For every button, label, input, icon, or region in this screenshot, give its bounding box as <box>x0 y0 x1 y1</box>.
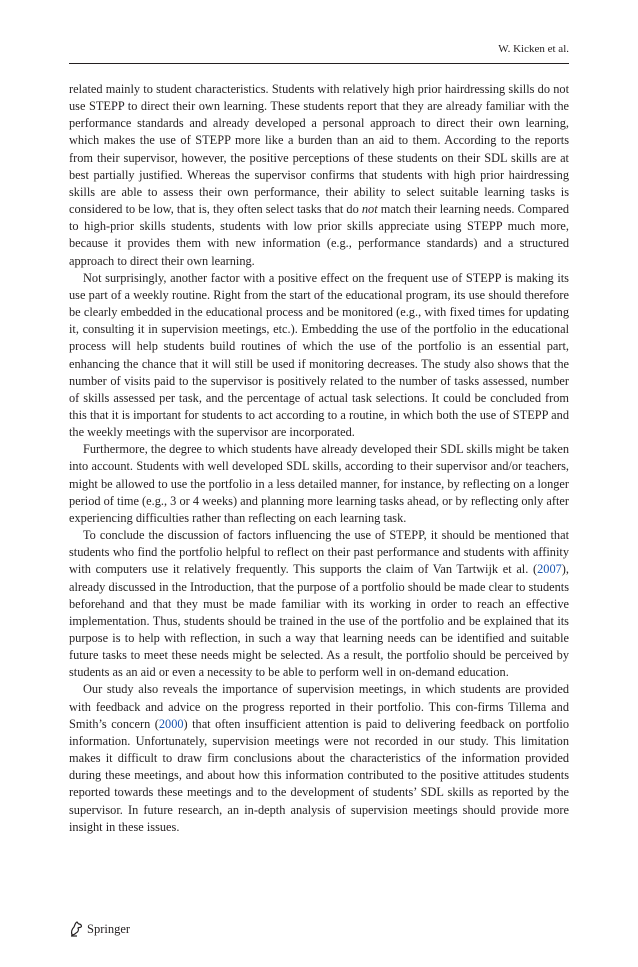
paragraph-1 <box>69 81 569 270</box>
citation-link-2007[interactable]: 2007 <box>537 562 562 577</box>
paragraph-1-text-a: related mainly to student characteristics. Students with relatively high prior hairdressing skills do not use STEPP to direct their own learning. These students report that they are already familiar with the performance standards and already developed a personal approach to direct their own learning, which makes the use of STEPP more like a burden than an aid to them. According to the reports from their supervisor, however, the positive perceptions of these students on their SDL skills are at best partially justified. Whereas the supervisor confirms that students with high prior hairdressing skills are able to assess their own performance, their ability to select suitable learning tasks is considered to be low, that is, they often select tasks that do <box>69 82 569 217</box>
running-header <box>69 41 569 64</box>
running-head-authors: W. Kicken et al. <box>498 43 569 55</box>
article-body <box>69 81 569 836</box>
paragraph-5-text-b: ) that often insufficient attention is paid to delivering feedback on portfolio information. Unfortunately, supervision meetings were not recorded in our study. This limitation makes it difficult to draw firm conclusions about the characteristics of the information provided during these meetings, and about how this information contributed to the positive attitudes students reported towards these meetings and to the development of students’ SDL skills as reported by the supervisor. In future research, an in-depth analysis of supervision meetings should provide more insight in these issues. <box>69 716 570 834</box>
paragraph-3: Furthermore, the degree to which students have already developed their SDL skills might be taken into account. Students with well developed SDL skills, according to their supervisor and/or teachers, might be allowed to use the portfolio in a less detailed manner, for instance, by reflecting on a longer period of time (e.g., 3 or 4 weeks) and planning more learning tasks ahead, or by reflecting only after experiencing difficulties rather than reflecting on each learning task. <box>69 442 569 525</box>
paragraph-2: Not surprisingly, another factor with a positive effect on the frequent use of STEPP is making its use part of a weekly routine. Right from the start of the educational program, its use should therefore be clearly embedded in the educational process and be monitored (e.g., with fixed times for updating it, consulting it in supervision meetings, etc.). Embedding the use of the portfolio in the educational process will help students build routines of which the use of the portfolio is an essential part, enhancing the chance that it will still be used if monitoring decreases. The study also shows that the number of visits paid to the supervisor is positively related to the number of tasks assessed, number of skills assessed per task, and the percentage of actual task selections. It could be concluded from this that it is important for students to act according to a routine, in which both the use of STEPP and the weekly meetings with the supervisor are incorporated. <box>69 270 569 440</box>
paragraph-4-text-a: To conclude the discussion of factors influencing the use of STEPP, it should be mentioned that students who find the portfolio helpful to reflect on their past performance and students with affinity with computers use it relatively frequently. This supports the claim of Van Tartwijk et al. ( <box>69 528 569 577</box>
paragraph-4 <box>69 527 569 681</box>
publisher-name: Springer <box>87 921 131 936</box>
paragraph-1-text-b: match their learning needs. Compared to high-prior skills students, students with low prior skills appreciate using STEPP much more, because it provides them with new information (e.g., performance standards) and a structured approach to direct their own learning. <box>69 202 569 268</box>
springer-horse-icon <box>69 921 83 937</box>
citation-link-2000[interactable]: 2000 <box>158 716 184 731</box>
paragraph-5 <box>69 681 569 835</box>
page-footer <box>69 919 130 939</box>
paragraph-5-text-a: Our study also reveals the importance of supervision meetings, in which students are provided with feedback and advice on the progress reported in their portfolio. This con-firms Tillema and Smith’s concern ( <box>69 682 569 731</box>
paragraph-4-text-b: ), already discussed in the Introduction, that the purpose of a portfolio should be made clear to students beforehand and that they must be made familiar with its working in order to reach an effective implementation. Thus, students should be trained in the use of the portfolio and be explained that its purpose is to help with reflection, in such a way that learning needs can be identified and suitable future tasks to meet these needs might be selected. As a result, the portfolio should be perceived by students as an aid or even a necessity to be able to perform well in on-demand education. <box>69 562 569 680</box>
emphasis-not: not <box>361 202 378 217</box>
